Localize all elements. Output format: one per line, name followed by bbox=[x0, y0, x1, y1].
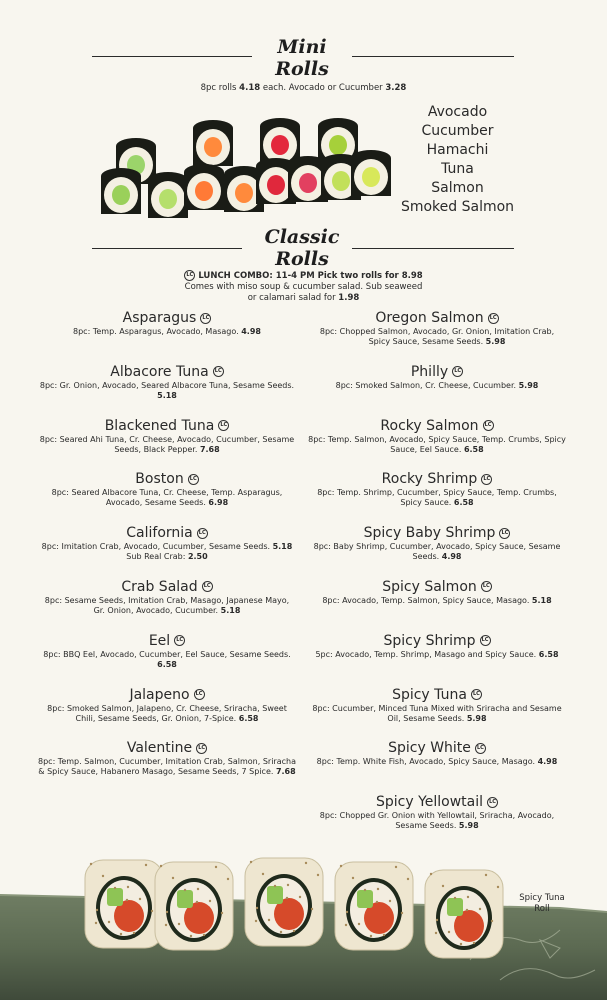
menu-item: Rocky Salmon LC 8pc: Temp. Salmon, Avocado, Spicy Sauce, Temp. Crumbs, Spicy Sauce, Eel Sauce. 6.58 bbox=[308, 417, 566, 454]
menu-item-price: 6.58 bbox=[538, 649, 559, 659]
mini-roll-variety: Tuna bbox=[441, 161, 474, 177]
classic-rolls-right-column bbox=[302, 309, 572, 847]
mini-roll bbox=[351, 150, 391, 196]
mini-rolls-pricing: 8pc rolls 4.18 each. Avocado or Cucumber 3.28 bbox=[200, 83, 407, 93]
menu-item: Valentine LC 8pc: Temp. Salmon, Cucumber, Imitation Crab, Salmon, Sriracha & Spicy Sauce, Habanero Masago, Sesame Seeds, 7 Spice. 7.68 bbox=[38, 740, 296, 777]
menu-item-extra-price: 2.50 bbox=[187, 552, 208, 562]
lunch-combo-icon: LC bbox=[188, 474, 199, 485]
lunch-combo-icon: LC bbox=[499, 528, 510, 539]
mini-roll-variety: Salmon bbox=[431, 180, 484, 196]
mini-rolls-title: Mini Rolls bbox=[275, 36, 329, 80]
lunch-combo-icon: LC bbox=[196, 743, 207, 754]
lunch-combo-icon: LC bbox=[480, 635, 491, 646]
menu-item-name: Philly bbox=[410, 363, 449, 380]
menu-item-name: Valentine bbox=[126, 740, 193, 757]
lunch-combo-icon: LC bbox=[452, 366, 463, 377]
lunch-combo-icon: LC bbox=[218, 420, 229, 431]
mini-rolls-photo bbox=[96, 110, 391, 222]
menu-item-price: 5.18 bbox=[531, 595, 552, 605]
menu-item-name: Crab Salad bbox=[121, 578, 198, 595]
menu-item-name: California bbox=[126, 525, 193, 542]
menu-item-price: 6.58 bbox=[157, 659, 177, 669]
menu-item: Blackened Tuna LC 8pc: Seared Ahi Tuna, Cr. Cheese, Avocado, Cucumber, Sesame Seeds, Black Pepper. 7.68 bbox=[39, 417, 295, 454]
menu-item: Boston LC 8pc: Seared Albacore Tuna, Cr. Cheese, Temp. Asparagus, Avocado, Sesame Seeds. 6.98 bbox=[51, 471, 283, 508]
mini-roll-variety: Avocado bbox=[427, 104, 488, 120]
menu-item: Asparagus LC 8pc: Temp. Asparagus, Avocado, Masago. 4.98 bbox=[73, 310, 261, 336]
menu-item-name: Asparagus bbox=[122, 310, 197, 326]
menu-item: Spicy Salmon LC 8pc: Avocado, Temp. Salmon, Spicy Sauce, Masago. 5.18 bbox=[322, 578, 552, 605]
menu-item: Eel LC 8pc: BBQ Eel, Avocado, Cucumber, Eel Sauce, Sesame Seeds. 6.58 bbox=[43, 632, 291, 669]
lunch-combo-icon: LC bbox=[202, 581, 213, 592]
lunch-combo-icon: LC bbox=[174, 635, 185, 646]
lunch-combo-icon: LC bbox=[471, 689, 482, 700]
menu-item-price: 5.18 bbox=[157, 390, 177, 400]
menu-item-name: Spicy Shrimp bbox=[383, 632, 476, 649]
mini-rolls-rule-left bbox=[92, 56, 252, 57]
menu-item: Spicy White LC 8pc: Temp. White Fish, Avocado, Spicy Sauce, Masago. 4.98 bbox=[316, 740, 558, 767]
menu-item: Philly LC 8pc: Smoked Salmon, Cr. Cheese, Cucumber. 5.98 bbox=[335, 363, 539, 390]
classic-rolls-rule-right bbox=[352, 248, 514, 249]
menu-item-price: 6.58 bbox=[463, 444, 484, 454]
menu-item-name: Spicy Tuna bbox=[392, 686, 467, 703]
menu-item-price: 6.98 bbox=[208, 498, 229, 508]
menu-item-name: Spicy Salmon bbox=[382, 578, 477, 595]
mini-rolls-rule-right bbox=[352, 56, 514, 57]
lunch-combo-icon: LC bbox=[184, 270, 195, 281]
spicy-tuna-roll bbox=[245, 858, 323, 946]
menu-item: Spicy Yellowtail LC 8pc: Chopped Gr. Onion with Yellowtail, Sriracha, Avocado, Sesame Seeds. 5.98 bbox=[319, 794, 555, 831]
lunch-combo-icon: LC bbox=[197, 528, 208, 539]
lunch-combo-icon: LC bbox=[194, 689, 205, 700]
lunch-combo-icon: LC bbox=[481, 474, 492, 485]
spicy-tuna-roll-photo bbox=[0, 840, 607, 1000]
mini-roll bbox=[101, 168, 141, 214]
menu-item-price: 7.68 bbox=[275, 767, 296, 777]
mini-roll bbox=[148, 172, 188, 218]
mini-roll bbox=[260, 118, 300, 164]
menu-item-name: Boston bbox=[135, 471, 184, 488]
menu-item-price: 6.58 bbox=[453, 498, 474, 508]
menu-item-name: Blackened Tuna bbox=[104, 417, 215, 434]
menu-item-name: Eel bbox=[148, 632, 171, 649]
mini-roll bbox=[193, 120, 233, 166]
menu-item-name: Spicy Yellowtail bbox=[375, 794, 484, 811]
menu-item: Spicy Shrimp LC 5pc: Avocado, Temp. Shrimp, Masago and Spicy Sauce. 6.58 bbox=[315, 632, 559, 659]
lunch-combo-icon: LC bbox=[213, 366, 224, 377]
menu-item-name: Jalapeno bbox=[129, 686, 190, 703]
classic-rolls-left-column bbox=[32, 309, 302, 793]
menu-item: California LC 8pc: Imitation Crab, Avocado, Cucumber, Sesame Seeds. 5.18 Sub Real Crab: 2.50 bbox=[41, 525, 293, 562]
classic-rolls-rule-left bbox=[92, 248, 242, 249]
lunch-combo-icon: LC bbox=[475, 743, 486, 754]
menu-item-name: Rocky Shrimp bbox=[381, 471, 478, 488]
menu-item-name: Albacore Tuna bbox=[110, 363, 209, 380]
menu-item: Albacore Tuna LC 8pc: Gr. Onion, Avocado, Seared Albacore Tuna, Sesame Seeds. 5.18 bbox=[39, 363, 295, 400]
menu-item: Jalapeno LC 8pc: Smoked Salmon, Jalapeno, Cr. Cheese, Sriracha, Sweet Chili, Sesame Seeds, Gr. Onion, 7-Spice. 6.58 bbox=[47, 686, 287, 723]
menu-item-price: 4.98 bbox=[441, 552, 462, 562]
lunch-combo-icon: LC bbox=[200, 313, 211, 324]
lunch-combo-icon: LC bbox=[481, 581, 492, 592]
lunch-combo-icon: LC bbox=[488, 313, 499, 324]
mini-roll-variety: Smoked Salmon bbox=[400, 199, 515, 215]
menu-item: Oregon Salmon LC 8pc: Chopped Salmon, Avocado, Gr. Onion, Imitation Crab, Spicy Sauce, Sesame Seeds. 5.98 bbox=[319, 310, 555, 346]
lunch-combo-info: LC LUNCH COMBO: 11-4 PM Pick two rolls for 8.98 Comes with miso soup & cucumber salad. Sub seaweed or calamari salad for 1.98 bbox=[184, 271, 423, 303]
menu-item-price: 5.98 bbox=[458, 821, 479, 831]
mini-roll-variety: Cucumber bbox=[421, 123, 494, 139]
menu-item: Spicy Tuna LC 8pc: Cucumber, Minced Tuna Mixed with Sriracha and Sesame Oil, Sesame Seeds. 5.98 bbox=[312, 686, 562, 723]
classic-rolls-title: Classic Rolls bbox=[264, 226, 340, 270]
menu-item-price: 5.18 bbox=[272, 542, 293, 552]
photo-caption: Spicy Tuna Roll bbox=[519, 893, 565, 914]
lunch-combo-icon: LC bbox=[487, 797, 498, 808]
spicy-tuna-roll bbox=[155, 862, 233, 950]
menu-item: Crab Salad LC 8pc: Sesame Seeds, Imitation Crab, Masago, Japanese Mayo, Gr. Onion, Avocado, Cucumber. 5.18 bbox=[44, 578, 290, 615]
mini-rolls-varieties bbox=[395, 103, 520, 217]
spicy-tuna-roll bbox=[85, 860, 163, 948]
menu-item-price: 4.98 bbox=[241, 327, 261, 336]
menu-item: Rocky Shrimp LC 8pc: Temp. Shrimp, Cucumber, Spicy Sauce, Temp. Crumbs, Spicy Sauce. 6.58 bbox=[317, 471, 557, 508]
menu-item-name: Spicy Baby Shrimp bbox=[363, 525, 496, 542]
menu-item-name: Rocky Salmon bbox=[380, 417, 479, 434]
mini-roll bbox=[184, 164, 224, 210]
menu-item-price: 5.98 bbox=[518, 380, 539, 390]
menu-item-name: Spicy White bbox=[388, 740, 471, 757]
menu-item-price: 7.68 bbox=[199, 444, 220, 454]
menu-item-price: 5.98 bbox=[485, 337, 506, 346]
spicy-tuna-roll bbox=[335, 862, 413, 950]
spicy-tuna-roll bbox=[425, 870, 503, 958]
mini-roll-variety: Hamachi bbox=[426, 142, 489, 158]
menu-item-price: 5.18 bbox=[220, 605, 241, 615]
menu-item: Spicy Baby Shrimp LC 8pc: Baby Shrimp, Cucumber, Avocado, Spicy Sauce, Sesame Seeds. 4.98 bbox=[313, 525, 561, 562]
menu-item-price: 4.98 bbox=[537, 757, 558, 767]
menu-item-price: 5.98 bbox=[466, 713, 487, 723]
lunch-combo-icon: LC bbox=[483, 420, 494, 431]
menu-item-price: 6.58 bbox=[238, 713, 259, 723]
menu-item-name: Oregon Salmon bbox=[375, 310, 484, 326]
